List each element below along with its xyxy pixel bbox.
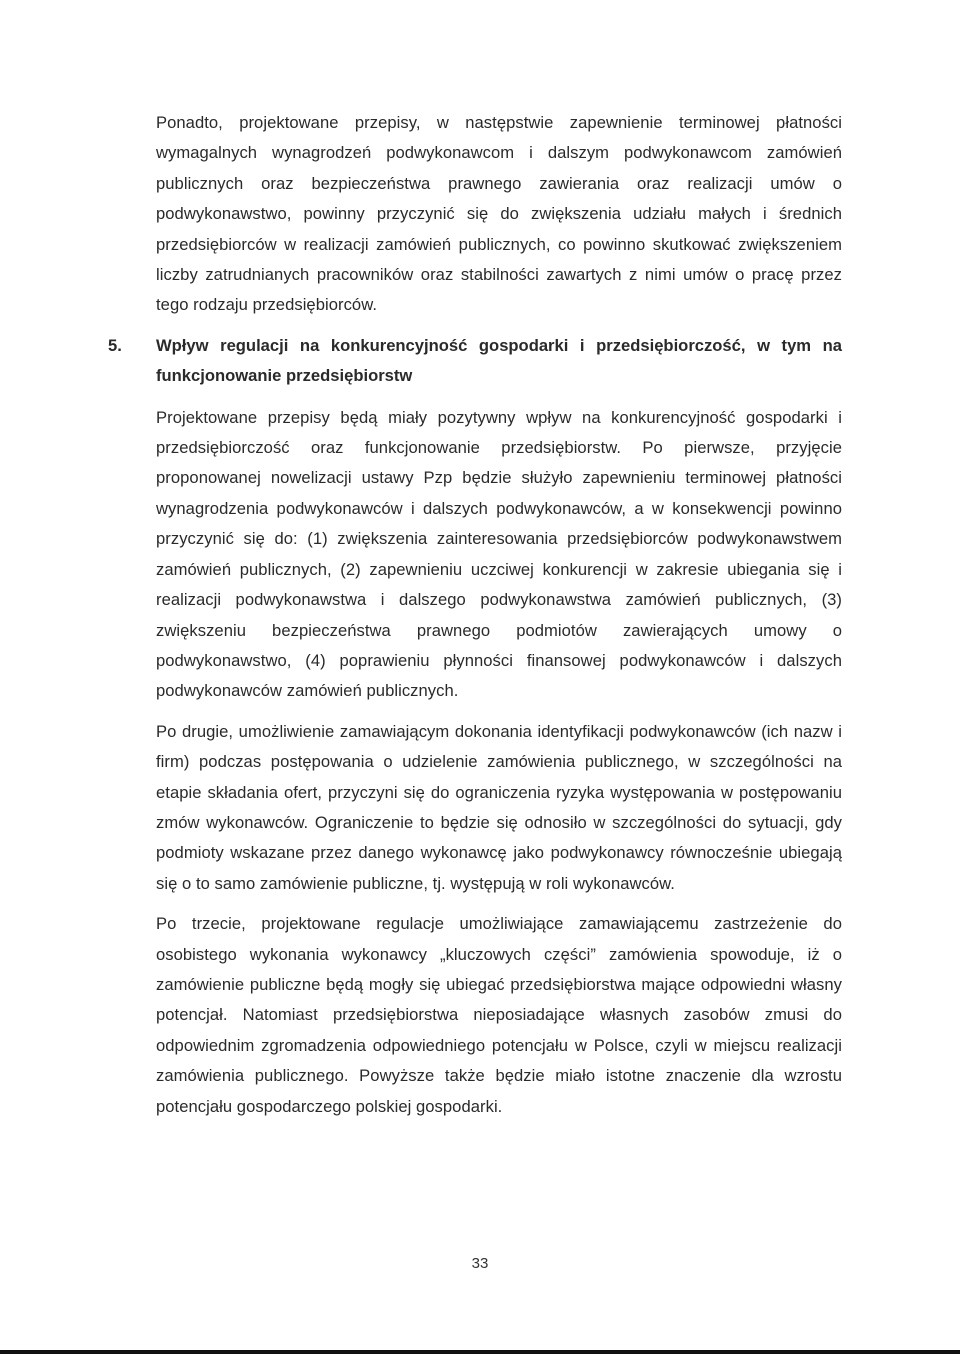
bottom-rule [0,1350,960,1354]
section-paragraph-2: Po drugie, umożliwienie zamawiającym dokonania identyfikacji podwykonawców (ich nazw i firm) podczas postępowania o udzielenie zamówienia publicznego, w szczególności na etapie składania ofert, przyczyni się do ograniczenia ryzyka występowania w postępowaniu zmów wykonawców. Ograniczenie to będzie się odnosiło w szczególności do sytuacji, gdy podmioty wskazane przez danego wykonawcę jako podwykonawcy równocześnie ubiegają się o to samo zamówienie publiczne, tj. występują w roli wykonawców. [156,721,842,893]
section-body [156,403,842,1122]
section-5 [108,331,842,1122]
intro-paragraph: Ponadto, projektowane przepisy, w następstwie zapewnienie terminowej płatności wymagalnych wynagrodzeń podwykonawcom i dalszym podwykonawcom zamówień publicznych oraz bezpieczeństwa prawnego zawierania oraz realizacji umów o podwykonawstwo, powinny przyczynić się do zwiększenia udziału małych i średnich przedsiębiorców w realizacji zamówień publicznych, co powinno skutkować zwiększeniem liczby zatrudnianych pracowników oraz stabilności zawartych z nimi umów o pracę przez tego rodzaju przedsiębiorców. [156,113,842,315]
section-paragraph-3: Po trzecie, projektowane regulacje umożliwiające zamawiającemu zastrzeżenie do osobistego wykonania wykonawcy „kluczowych części” zamówienia spowoduje, iż o zamówienie publiczne będą mogły się ubiegać przedsiębiorstwa mające odpowiedni własny potencjał. Natomiast przedsiębiorstwa nieposiadające własnych zasobów zmusi do odpowiednim zgromadzenia odpowiedniego potencjału w Polsce, czyli w miejscu realizacji zamówienia publicznego. Powyższe także będzie miało istotne znaczenie dla wzrostu potencjału gospodarczego polskiej gospodarki. [156,914,842,1116]
section-paragraph-1: Projektowane przepisy będą miały pozytywny wpływ na konkurencyjność gospodarki i przedsiębiorczość oraz funkcjonowanie przedsiębiorstw. Po pierwsze, przyjęcie proponowanej nowelizacji ustawy Pzp będzie służyło zapewnieniu terminowej płatności wynagrodzenia podwykonawców i dalszych podwykonawców, a w konsekwencji powinno przyczynić się do: (1) zwiększenia zainteresowania przedsiębiorców podwykonawstwem zamówień publicznych, (2) zapewnieniu uczciwej konkurencji w zakresie ubiegania się i realizacji podwykonawstwa i dalszego podwykonawstwa zamówień publicznych, (3) zwiększeniu bezpieczeństwa prawnego podmiotów zawierających umowy o podwykonawstwo, (4) poprawieniu płynności finansowej podwykonawców i dalszych podwykonawców zamówień publicznych. [156,407,842,701]
page-number: 33 [471,1255,489,1272]
section-heading: Wpływ regulacji na konkurencyjność gospodarki i przedsiębiorczość, w tym na funkcjonowanie przedsiębiorstw [156,335,842,386]
section-number: 5. [108,335,122,355]
document-page [108,108,842,1122]
